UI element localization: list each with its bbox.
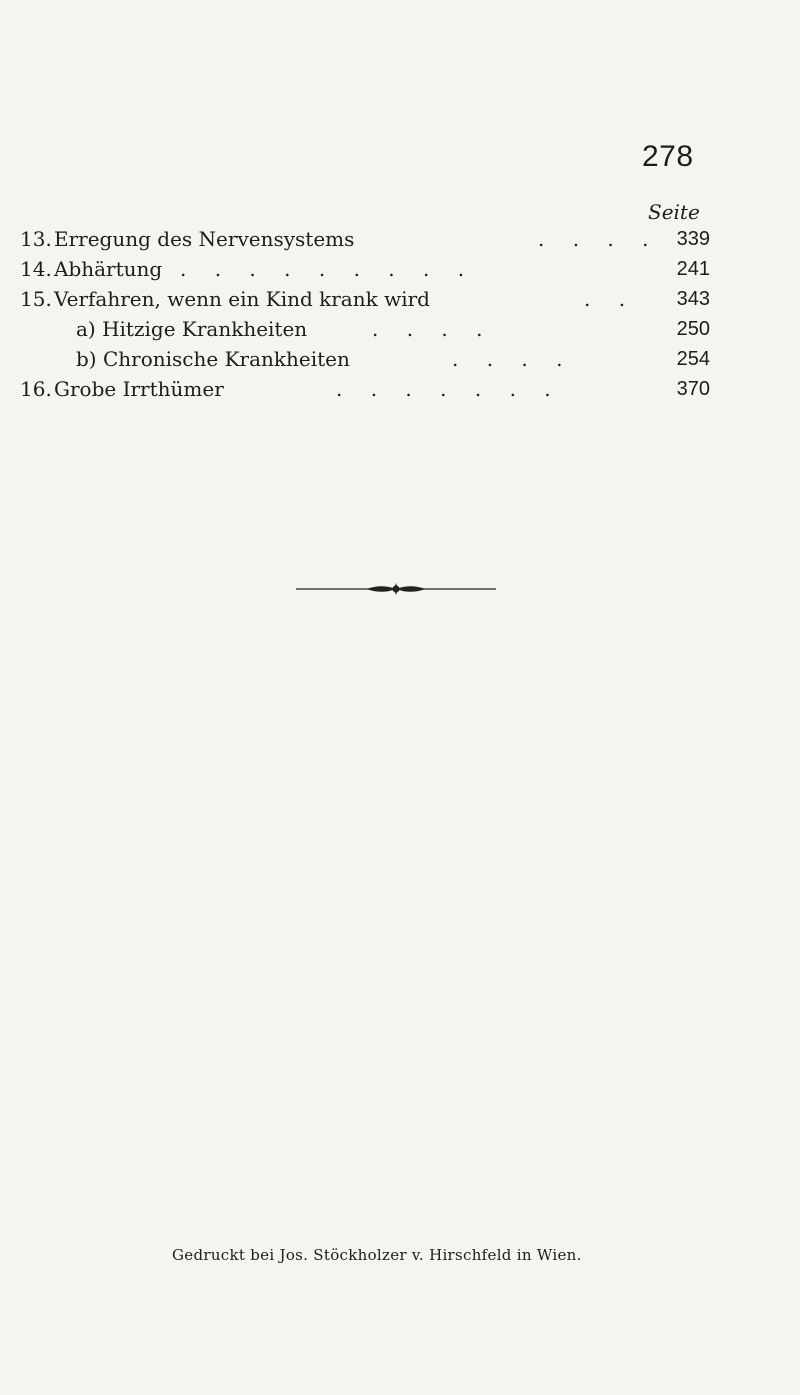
entry-page: 370 (676, 378, 710, 400)
page-number: 278 (642, 140, 694, 173)
toc-entry (20, 226, 712, 252)
entry-page: 254 (676, 348, 710, 370)
entry-leader: . . . . (372, 317, 494, 341)
entry-page: 339 (676, 228, 710, 250)
entry-label: Verfahren, wenn ein Kind krank wird (54, 287, 430, 311)
toc-entry (20, 256, 712, 282)
entry-label: a) Hitzige Krankheiten (76, 317, 308, 341)
toc-entry (20, 286, 712, 312)
entry-page: 241 (676, 258, 710, 280)
entry-label: Erregung des Nervensystems (54, 227, 355, 251)
entry-page: 343 (676, 288, 710, 310)
entry-number: 16. (20, 377, 52, 401)
entry-number: 14. (20, 257, 52, 281)
toc-subentry (76, 346, 712, 372)
toc-subentry (76, 316, 712, 342)
entry-leader: . . . . . . . (336, 377, 562, 401)
entry-label: Grobe Irrthümer (54, 377, 224, 401)
entry-leader: . . . . (452, 347, 574, 371)
page-column-header: Seite (648, 200, 700, 224)
entry-label: Abhärtung (54, 257, 163, 281)
entry-label: b) Chronische Krankheiten (76, 347, 350, 371)
entry-number: 15. (20, 287, 52, 311)
entry-leader: . . (584, 287, 637, 311)
imprint-line: Gedruckt bei Jos. Stöckholzer v. Hirschfeld in Wien. (172, 1246, 582, 1264)
entry-leader: . . . . (538, 227, 660, 251)
toc-entry (20, 376, 712, 402)
entry-page: 250 (676, 318, 710, 340)
ornament-divider (296, 582, 496, 596)
entry-number: 13. (20, 227, 52, 251)
entry-leader: . . . . . . . . . (180, 257, 476, 281)
